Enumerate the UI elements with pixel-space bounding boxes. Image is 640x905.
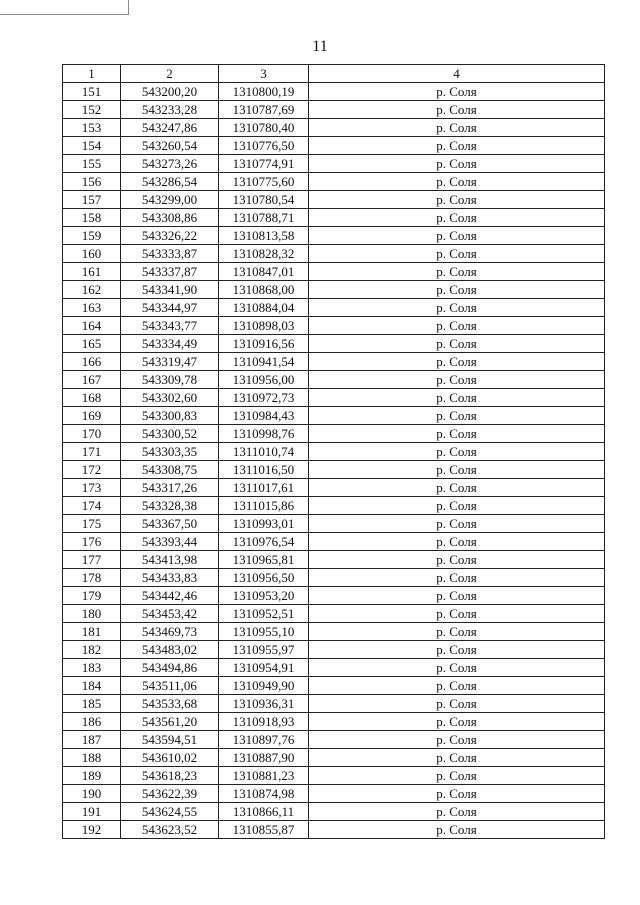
point-number-cell: 181	[63, 623, 121, 641]
x-coordinate-cell: 543309,78	[121, 371, 219, 389]
description-cell: р. Соля	[309, 173, 605, 191]
table-row	[63, 317, 605, 335]
description-cell: р. Соля	[309, 713, 605, 731]
description-cell: р. Соля	[309, 227, 605, 245]
point-number-cell: 179	[63, 587, 121, 605]
point-number-cell: 189	[63, 767, 121, 785]
description-cell: р. Соля	[309, 461, 605, 479]
description-cell: р. Соля	[309, 389, 605, 407]
x-coordinate-cell: 543200,20	[121, 83, 219, 101]
y-coordinate-cell: 1310955,10	[219, 623, 309, 641]
x-coordinate-cell: 543533,68	[121, 695, 219, 713]
description-cell: р. Соля	[309, 497, 605, 515]
table-row	[63, 677, 605, 695]
x-coordinate-cell: 543610,02	[121, 749, 219, 767]
description-cell: р. Соля	[309, 551, 605, 569]
description-cell: р. Соля	[309, 695, 605, 713]
y-coordinate-cell: 1310897,76	[219, 731, 309, 749]
point-number-cell: 175	[63, 515, 121, 533]
description-cell: р. Соля	[309, 821, 605, 839]
table-row	[63, 551, 605, 569]
y-coordinate-cell: 1310956,50	[219, 569, 309, 587]
table-row	[63, 785, 605, 803]
table-row	[63, 767, 605, 785]
y-coordinate-cell: 1310780,54	[219, 191, 309, 209]
description-cell: р. Соля	[309, 209, 605, 227]
y-coordinate-cell: 1310952,51	[219, 605, 309, 623]
description-cell: р. Соля	[309, 191, 605, 209]
x-coordinate-cell: 543561,20	[121, 713, 219, 731]
point-number-cell: 160	[63, 245, 121, 263]
point-number-cell: 155	[63, 155, 121, 173]
table-row	[63, 461, 605, 479]
description-cell: р. Соля	[309, 101, 605, 119]
y-coordinate-cell: 1310984,43	[219, 407, 309, 425]
description-cell: р. Соля	[309, 299, 605, 317]
description-cell: р. Соля	[309, 407, 605, 425]
table-row	[63, 299, 605, 317]
point-number-cell: 167	[63, 371, 121, 389]
table-row	[63, 209, 605, 227]
table-row	[63, 353, 605, 371]
point-number-cell: 157	[63, 191, 121, 209]
x-coordinate-cell: 543622,39	[121, 785, 219, 803]
y-coordinate-cell: 1310998,76	[219, 425, 309, 443]
header-cell-point-number: 1	[63, 65, 121, 83]
x-coordinate-cell: 543286,54	[121, 173, 219, 191]
table-row	[63, 425, 605, 443]
description-cell: р. Соля	[309, 569, 605, 587]
point-number-cell: 153	[63, 119, 121, 137]
x-coordinate-cell: 543594,51	[121, 731, 219, 749]
x-coordinate-cell: 543469,73	[121, 623, 219, 641]
corner-mark	[0, 0, 129, 15]
point-number-cell: 185	[63, 695, 121, 713]
description-cell: р. Соля	[309, 83, 605, 101]
x-coordinate-cell: 543326,22	[121, 227, 219, 245]
x-coordinate-cell: 543623,52	[121, 821, 219, 839]
table-row	[63, 749, 605, 767]
description-cell: р. Соля	[309, 353, 605, 371]
x-coordinate-cell: 543442,46	[121, 587, 219, 605]
description-cell: р. Соля	[309, 731, 605, 749]
description-cell: р. Соля	[309, 245, 605, 263]
point-number-cell: 171	[63, 443, 121, 461]
y-coordinate-cell: 1310993,01	[219, 515, 309, 533]
point-number-cell: 186	[63, 713, 121, 731]
x-coordinate-cell: 543393,44	[121, 533, 219, 551]
x-coordinate-cell: 543317,26	[121, 479, 219, 497]
point-number-cell: 158	[63, 209, 121, 227]
point-number-cell: 182	[63, 641, 121, 659]
description-cell: р. Соля	[309, 605, 605, 623]
x-coordinate-cell: 543300,83	[121, 407, 219, 425]
description-cell: р. Соля	[309, 443, 605, 461]
y-coordinate-cell: 1310881,23	[219, 767, 309, 785]
x-coordinate-cell: 543511,06	[121, 677, 219, 695]
description-cell: р. Соля	[309, 623, 605, 641]
y-coordinate-cell: 1310916,56	[219, 335, 309, 353]
point-number-cell: 187	[63, 731, 121, 749]
x-coordinate-cell: 543303,35	[121, 443, 219, 461]
point-number-cell: 162	[63, 281, 121, 299]
y-coordinate-cell: 1310868,00	[219, 281, 309, 299]
header-cell-y-coordinate: 3	[219, 65, 309, 83]
y-coordinate-cell: 1310776,50	[219, 137, 309, 155]
description-cell: р. Соля	[309, 137, 605, 155]
x-coordinate-cell: 543302,60	[121, 389, 219, 407]
x-coordinate-cell: 543333,87	[121, 245, 219, 263]
point-number-cell: 192	[63, 821, 121, 839]
table-row	[63, 713, 605, 731]
table-row	[63, 335, 605, 353]
point-number-cell: 168	[63, 389, 121, 407]
y-coordinate-cell: 1311017,61	[219, 479, 309, 497]
y-coordinate-cell: 1311016,50	[219, 461, 309, 479]
point-number-cell: 176	[63, 533, 121, 551]
description-cell: р. Соля	[309, 281, 605, 299]
point-number-cell: 174	[63, 497, 121, 515]
table-row	[63, 497, 605, 515]
point-number-cell: 152	[63, 101, 121, 119]
point-number-cell: 165	[63, 335, 121, 353]
table-row	[63, 119, 605, 137]
y-coordinate-cell: 1310898,03	[219, 317, 309, 335]
description-cell: р. Соля	[309, 371, 605, 389]
y-coordinate-cell: 1310887,90	[219, 749, 309, 767]
header-cell-description: 4	[309, 65, 605, 83]
description-cell: р. Соля	[309, 335, 605, 353]
point-number-cell: 163	[63, 299, 121, 317]
table-row	[63, 173, 605, 191]
y-coordinate-cell: 1310884,04	[219, 299, 309, 317]
point-number-cell: 159	[63, 227, 121, 245]
point-number-cell: 177	[63, 551, 121, 569]
point-number-cell: 161	[63, 263, 121, 281]
description-cell: р. Соля	[309, 587, 605, 605]
y-coordinate-cell: 1310976,54	[219, 533, 309, 551]
table-row	[63, 695, 605, 713]
table-row	[63, 515, 605, 533]
table-row	[63, 155, 605, 173]
x-coordinate-cell: 543247,86	[121, 119, 219, 137]
x-coordinate-cell: 543453,42	[121, 605, 219, 623]
point-number-cell: 151	[63, 83, 121, 101]
x-coordinate-cell: 543334,49	[121, 335, 219, 353]
table-header-row	[63, 65, 605, 83]
description-cell: р. Соля	[309, 533, 605, 551]
table-row	[63, 533, 605, 551]
table-row	[63, 83, 605, 101]
y-coordinate-cell: 1311015,86	[219, 497, 309, 515]
point-number-cell: 190	[63, 785, 121, 803]
point-number-cell: 164	[63, 317, 121, 335]
point-number-cell: 166	[63, 353, 121, 371]
point-number-cell: 191	[63, 803, 121, 821]
y-coordinate-cell: 1310954,91	[219, 659, 309, 677]
description-cell: р. Соля	[309, 479, 605, 497]
y-coordinate-cell: 1311010,74	[219, 443, 309, 461]
y-coordinate-cell: 1310855,87	[219, 821, 309, 839]
point-number-cell: 156	[63, 173, 121, 191]
table-row	[63, 407, 605, 425]
description-cell: р. Соля	[309, 317, 605, 335]
point-number-cell: 183	[63, 659, 121, 677]
y-coordinate-cell: 1310874,98	[219, 785, 309, 803]
table-row	[63, 659, 605, 677]
table-row	[63, 821, 605, 839]
point-number-cell: 154	[63, 137, 121, 155]
x-coordinate-cell: 543483,02	[121, 641, 219, 659]
description-cell: р. Соля	[309, 425, 605, 443]
description-cell: р. Соля	[309, 767, 605, 785]
description-cell: р. Соля	[309, 641, 605, 659]
x-coordinate-cell: 543624,55	[121, 803, 219, 821]
x-coordinate-cell: 543337,87	[121, 263, 219, 281]
y-coordinate-cell: 1310949,90	[219, 677, 309, 695]
x-coordinate-cell: 543299,00	[121, 191, 219, 209]
point-number-cell: 173	[63, 479, 121, 497]
y-coordinate-cell: 1310972,73	[219, 389, 309, 407]
description-cell: р. Соля	[309, 119, 605, 137]
y-coordinate-cell: 1310955,97	[219, 641, 309, 659]
x-coordinate-cell: 543273,26	[121, 155, 219, 173]
y-coordinate-cell: 1310774,91	[219, 155, 309, 173]
y-coordinate-cell: 1310866,11	[219, 803, 309, 821]
x-coordinate-cell: 543343,77	[121, 317, 219, 335]
x-coordinate-cell: 543260,54	[121, 137, 219, 155]
x-coordinate-cell: 543341,90	[121, 281, 219, 299]
description-cell: р. Соля	[309, 803, 605, 821]
point-number-cell: 169	[63, 407, 121, 425]
description-cell: р. Соля	[309, 659, 605, 677]
table-row	[63, 479, 605, 497]
x-coordinate-cell: 543413,98	[121, 551, 219, 569]
table-row	[63, 389, 605, 407]
table-row	[63, 443, 605, 461]
table-row	[63, 263, 605, 281]
page-number: 11	[312, 38, 328, 55]
x-coordinate-cell: 543308,86	[121, 209, 219, 227]
x-coordinate-cell: 543618,23	[121, 767, 219, 785]
description-cell: р. Соля	[309, 263, 605, 281]
table-row	[63, 227, 605, 245]
x-coordinate-cell: 543328,38	[121, 497, 219, 515]
point-number-cell: 178	[63, 569, 121, 587]
y-coordinate-cell: 1310847,01	[219, 263, 309, 281]
y-coordinate-cell: 1310813,58	[219, 227, 309, 245]
x-coordinate-cell: 543433,83	[121, 569, 219, 587]
description-cell: р. Соля	[309, 785, 605, 803]
table-row	[63, 803, 605, 821]
x-coordinate-cell: 543319,47	[121, 353, 219, 371]
y-coordinate-cell: 1310828,32	[219, 245, 309, 263]
y-coordinate-cell: 1310956,00	[219, 371, 309, 389]
table-row	[63, 623, 605, 641]
x-coordinate-cell: 543367,50	[121, 515, 219, 533]
y-coordinate-cell: 1310918,93	[219, 713, 309, 731]
table-row	[63, 569, 605, 587]
x-coordinate-cell: 543300,52	[121, 425, 219, 443]
point-number-cell: 172	[63, 461, 121, 479]
table-row	[63, 731, 605, 749]
y-coordinate-cell: 1310787,69	[219, 101, 309, 119]
y-coordinate-cell: 1310965,81	[219, 551, 309, 569]
y-coordinate-cell: 1310780,40	[219, 119, 309, 137]
point-number-cell: 170	[63, 425, 121, 443]
x-coordinate-cell: 543344,97	[121, 299, 219, 317]
table-row	[63, 137, 605, 155]
coordinates-table	[62, 64, 605, 839]
table-row	[63, 371, 605, 389]
table-body	[63, 83, 605, 839]
y-coordinate-cell: 1310936,31	[219, 695, 309, 713]
point-number-cell: 184	[63, 677, 121, 695]
y-coordinate-cell: 1310953,20	[219, 587, 309, 605]
table-row	[63, 641, 605, 659]
header-cell-x-coordinate: 2	[121, 65, 219, 83]
table-row	[63, 245, 605, 263]
table-row	[63, 281, 605, 299]
description-cell: р. Соля	[309, 677, 605, 695]
point-number-cell: 180	[63, 605, 121, 623]
table-row	[63, 191, 605, 209]
y-coordinate-cell: 1310788,71	[219, 209, 309, 227]
x-coordinate-cell: 543233,28	[121, 101, 219, 119]
x-coordinate-cell: 543494,86	[121, 659, 219, 677]
table-row	[63, 605, 605, 623]
y-coordinate-cell: 1310941,54	[219, 353, 309, 371]
description-cell: р. Соля	[309, 749, 605, 767]
y-coordinate-cell: 1310800,19	[219, 83, 309, 101]
description-cell: р. Соля	[309, 155, 605, 173]
y-coordinate-cell: 1310775,60	[219, 173, 309, 191]
point-number-cell: 188	[63, 749, 121, 767]
x-coordinate-cell: 543308,75	[121, 461, 219, 479]
table-row	[63, 101, 605, 119]
description-cell: р. Соля	[309, 515, 605, 533]
table-row	[63, 587, 605, 605]
